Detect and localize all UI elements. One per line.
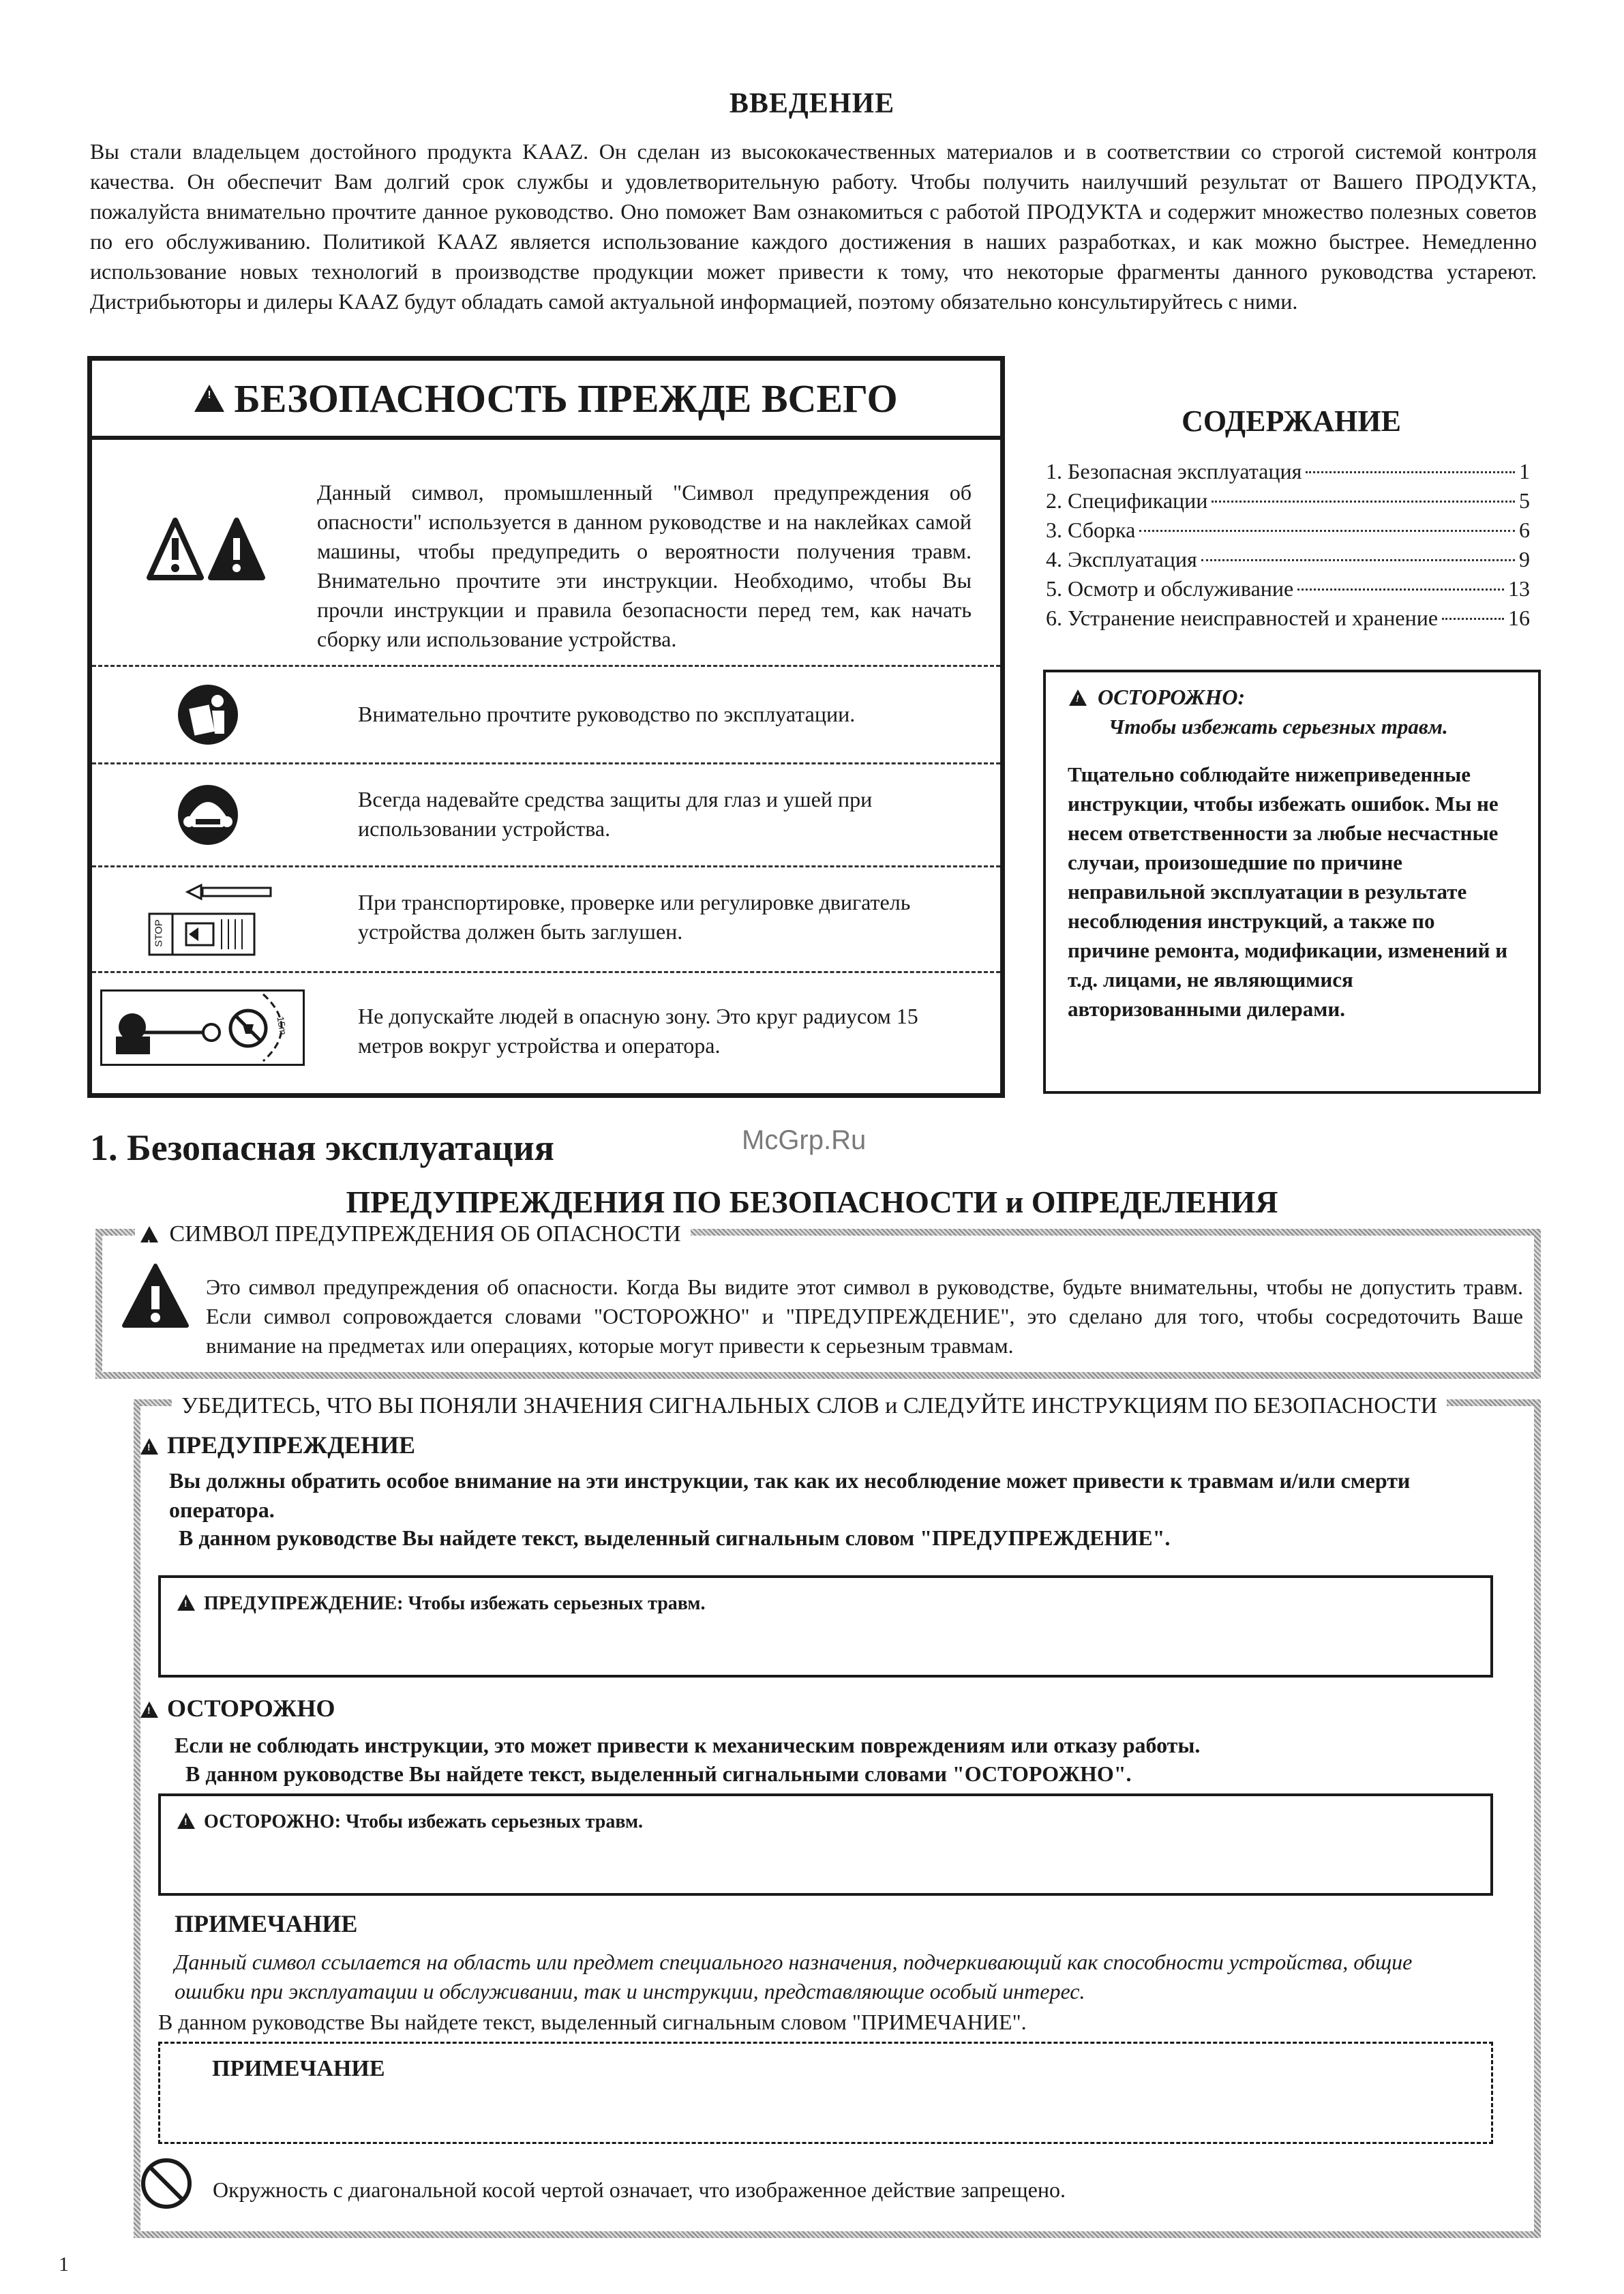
toc-item-page: 9: [1519, 547, 1530, 571]
section-subtitle: ПРЕДУПРЕЖДЕНИЯ ПО БЕЗОПАСНОСТИ и ОПРЕДЕЛЕНИЯ: [346, 1185, 1278, 1219]
safety-title: БЕЗОПАСНОСТЬ ПРЕЖДЕ ВСЕГО: [234, 376, 898, 421]
caution-box: [1043, 670, 1541, 1094]
safety-row-text: При транспортировке, проверке или регулировке двигатель устройства должен быть заглушен.: [358, 890, 911, 944]
intro-paragraph: Вы стали владельцем достойного продукта KAAZ. Он сделан из высококачественных материалов и в соответствии со строгой системой контроля качества. Он обеспечит Вам долгий срок службы и удовлетворительную работу. Чтобы получить наилучший результат от Вашего ПРОДУКТА, пожалуйста внимательно прочтите данное руководство. Оно поможет Вам ознакомиться с работой ПРОДУКТА и содержит множество полезных советов по его обслуживанию. Политикой KAAZ является использование каждого достижения в наших разработках, и как можно быстрее. Немедленно использование новых технологий в производстве продукции может привести к тому, что некоторые фрагменты данного руководства устареют. Дистрибьюторы и дилеры KAAZ будут обладать самой актуальной информацией, поэтому обязательно консультируйтесь с ними.: [90, 139, 1537, 314]
toc-leader: [1139, 530, 1515, 532]
toc-item-page: 6: [1519, 518, 1530, 542]
danger-zone-icon: [102, 992, 303, 1064]
signal-words-header: УБЕДИТЕСЬ, ЧТО ВЫ ПОНЯЛИ ЗНАЧЕНИЯ СИГНАЛЬНЫХ СЛОВ и СЛЕДУЙТЕ ИНСТРУКЦИЯМ ПО БЕЗОПАСНОСТИ: [172, 1392, 1447, 1420]
safety-row-text: Не допускайте людей в опасную зону. Это круг радиусом 15 метров вокруг устройства и оператора.: [358, 1004, 918, 1058]
caution-box-subtitle: Чтобы избежать серьезных травм.: [1109, 715, 1448, 739]
warning-triangle-icon: [177, 1594, 195, 1611]
toc-item-label: 5. Осмотр и обслуживание: [1046, 576, 1294, 601]
toc-leader: [1306, 471, 1515, 473]
stop-label: STOP: [153, 919, 165, 947]
warning-heading: [140, 1431, 415, 1459]
zone-label: 15m: [275, 1015, 289, 1036]
prohibited-text: Окружность с диагональной косой чертой означает, что изображенное действие запрещено.: [213, 2177, 1066, 2202]
warning-triangle-icon: [140, 1226, 158, 1242]
toc-item[interactable]: [1046, 486, 1530, 516]
safety-row-text: Внимательно прочтите руководство по эксплуатации.: [358, 702, 856, 726]
warning-text: Вы должны обратить особое внимание на эти инструкции, так как их несоблюдение может привести к травмам и/или смерти оператора.: [169, 1468, 1411, 1522]
toc-item[interactable]: [1046, 457, 1530, 486]
caution-example-label: ОСТОРОЖНО:: [204, 1811, 342, 1832]
caution-label: ОСТОРОЖНО: [167, 1695, 335, 1722]
toc-item-page: 16: [1508, 606, 1530, 630]
section-title: 1. Безопасная эксплуатация: [90, 1127, 554, 1168]
toc-item[interactable]: [1046, 545, 1530, 574]
toc-leader: [1212, 501, 1515, 503]
warning-triangle-icon: [177, 1813, 195, 1829]
warning-triangle-icon: [194, 385, 224, 412]
safety-row-stop-engine: [92, 867, 1000, 971]
toc-item-label: 3. Сборка: [1046, 518, 1136, 542]
note-heading: ПРИМЕЧАНИЕ: [175, 1910, 358, 1937]
safety-title-bar: [92, 361, 1000, 440]
toc-item[interactable]: [1046, 574, 1530, 604]
safety-row-read-manual: [92, 667, 1000, 762]
toc-item-page: 5: [1519, 488, 1530, 513]
alert-symbol-pair-icon: [147, 515, 269, 583]
caution-text: Если не соблюдать инструкции, это может привести к механическим повреждениям или отказу работы.: [175, 1733, 1201, 1757]
toc-item-page: 1: [1519, 459, 1530, 483]
note-find-text: В данном руководстве Вы найдете текст, выделенный сигнальным словом "ПРИМЕЧАНИЕ".: [158, 2010, 1027, 2034]
warning-triangle-icon: [140, 1701, 158, 1718]
stop-engine-icon: [147, 882, 283, 957]
warning-triangle-icon: [140, 1438, 158, 1455]
alert-symbol-header: [135, 1221, 691, 1248]
caution-box-body: Тщательно соблюдайте нижеприведенные инструкции, чтобы избежать ошибок. Мы не несем ответственности за любые несчастные случаи, произошедшие по причине неправильной эксплуатации в результате несоблюдения инструкций, а также по причине ремонта, модификации, изменений и т.д. лицами, не являющимися авторизованными дилерами.: [1068, 762, 1508, 1021]
read-manual-icon: [177, 683, 239, 746]
page-number: 1: [59, 2253, 69, 2276]
safety-symbol-text: Данный символ, промышленный "Символ предупреждения об опасности" используется в данном руководстве и на наклейках самой машины, чтобы предупредить о вероятности получения травм. Внимательно прочтите эти инструкции. Необходимо, чтобы Вы прочли инструкции и правила безопасности перед тем, как начать сборку или использование устройства.: [317, 480, 972, 651]
toc-item-page: 13: [1508, 576, 1530, 601]
toc-item[interactable]: [1046, 516, 1530, 545]
warning-triangle-large-icon: [121, 1263, 190, 1328]
caution-find-text: В данном руководстве Вы найдете текст, выделенный сигнальными словами "ОСТОРОЖНО".: [185, 1761, 1132, 1786]
toc-title: СОДЕРЖАНИЕ: [1182, 404, 1401, 438]
safety-row-danger-zone: [92, 973, 1000, 1093]
eye-ear-protection-icon: [177, 784, 239, 846]
warning-label: ПРЕДУПРЕЖДЕНИЕ: [167, 1431, 416, 1459]
warning-example-text: Чтобы избежать серьезных травм.: [408, 1593, 706, 1614]
caution-example-text: Чтобы избежать серьезных травм.: [346, 1811, 644, 1832]
toc-item-label: 4. Эксплуатация: [1046, 547, 1197, 571]
safety-box: [87, 356, 1005, 1098]
safety-row-text: Всегда надевайте средства защиты для глаз и ушей при использовании устройства.: [358, 787, 873, 841]
caution-heading: [140, 1694, 335, 1723]
toc-item[interactable]: [1046, 604, 1530, 633]
safety-symbol-row: [92, 440, 1000, 665]
toc-item-label: 6. Устранение неисправностей и хранение: [1046, 606, 1439, 630]
note-example-box: [158, 2042, 1493, 2144]
caution-box-header: [1069, 685, 1245, 710]
alert-symbol-text: Это символ предупреждения об опасности. Когда Вы видите этот символ в руководстве, будьте внимательны, чтобы не допустить травм. Если символ сопровождается словами "ОСТОРОЖНО" и "ПРЕДУПРЕЖДЕНИЕ", это сделано для того, чтобы сосредоточить Ваше внимание на предметах или операциях, которые могут привести к серьезным травмам.: [206, 1275, 1523, 1358]
toc-leader: [1201, 559, 1515, 561]
warning-example-label: ПРЕДУПРЕЖДЕНИЕ:: [204, 1593, 404, 1614]
warning-triangle-icon: [1069, 689, 1087, 706]
alert-symbol-header-text: СИМВОЛ ПРЕДУПРЕЖДЕНИЯ ОБ ОПАСНОСТИ: [169, 1221, 681, 1247]
toc-leader: [1442, 618, 1504, 620]
alert-symbol-large: [121, 1263, 190, 1331]
prohibited-icon: [139, 2156, 194, 2211]
watermark: McGrp.Ru: [742, 1125, 867, 1155]
note-text: Данный символ ссылается на область или предмет специального назначения, подчеркивающий как способности устройства, общие ошибки при эксплуатации и обслуживании, так и инструкции, представляющие особый интерес.: [175, 1950, 1413, 2003]
toc-list: [1046, 457, 1530, 633]
alert-symbols: [147, 508, 269, 590]
caution-example-box: [158, 1793, 1493, 1896]
toc-item-label: 2. Спецификации: [1046, 488, 1208, 513]
caution-box-title: ОСТОРОЖНО:: [1098, 685, 1246, 709]
toc-item-label: 1. Безопасная эксплуатация: [1046, 459, 1302, 483]
safety-row-protection: [92, 764, 1000, 865]
warning-example-box: [158, 1575, 1493, 1678]
warning-find-text: В данном руководстве Вы найдете текст, выделенный сигнальным словом "ПРЕДУПРЕЖДЕНИЕ".: [179, 1525, 1171, 1550]
toc-leader: [1297, 589, 1504, 591]
note-example-label: ПРИМЕЧАНИЕ: [212, 2056, 385, 2081]
intro-title: ВВЕДЕНИЕ: [729, 88, 895, 119]
